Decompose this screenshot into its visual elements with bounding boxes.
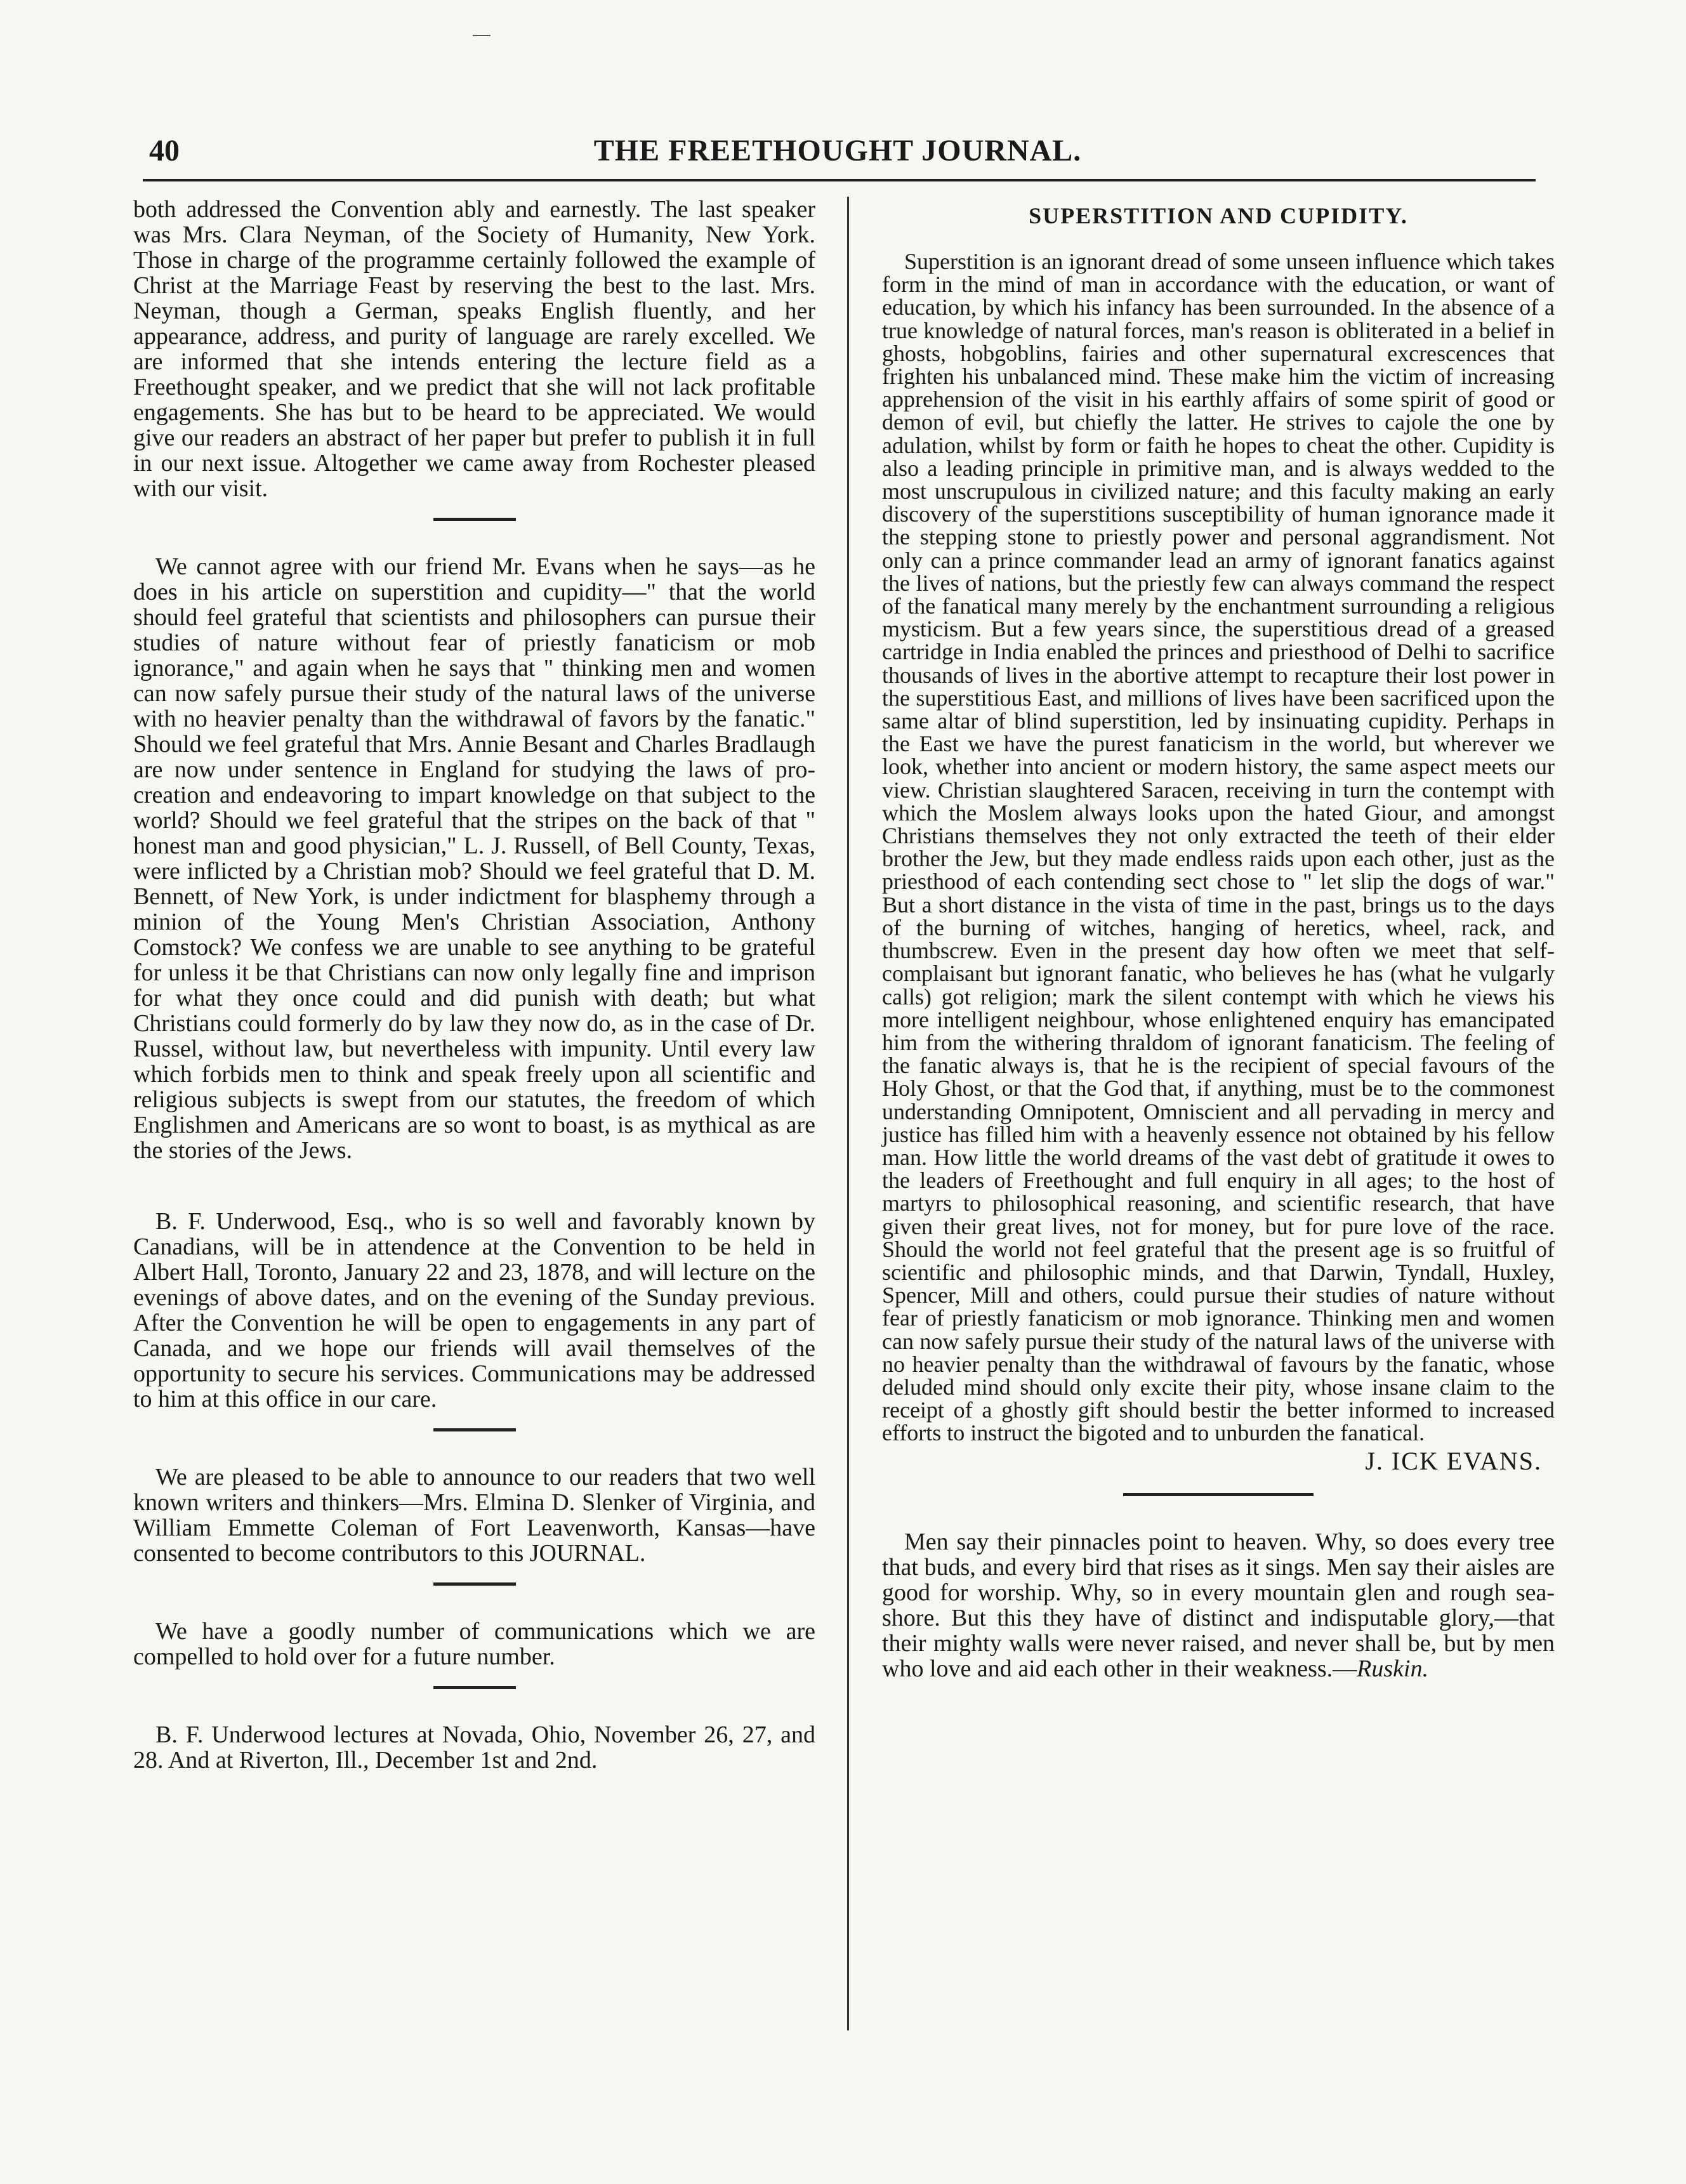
left-column	[133, 197, 815, 1773]
separator-rule	[1123, 1493, 1314, 1496]
quote-text: Men say their pinnacles point to heaven. Why, so does every tree that buds, and every bird that rises as it sings. Men say their aisles are good for worship. Why, so in every mountain glen and rough sea-shore. But this they have of distinct and indisputable glory,—that their mighty walls were never raised, and never shall be, but by men who love and aid each other in their weakness.—	[882, 1528, 1555, 1682]
lecture-dates-paragraph: B. F. Underwood lectures at Novada, Ohio, November 26, 27, and 28. And at Riverton, Ill., December 1st and 2nd.	[133, 1721, 815, 1773]
quote-author: Ruskin.	[1357, 1655, 1429, 1682]
separator-rule	[433, 518, 516, 521]
communications-paragraph: We have a goodly number of communications which we are compelled to hold over for a future number.	[133, 1618, 815, 1670]
right-column	[882, 203, 1555, 1681]
journal-title: THE FREETHOUGHT JOURNAL.	[593, 134, 1082, 168]
page-number: 40	[149, 134, 180, 168]
convention-paragraph: both addressed the Convention ably and earnestly. The last speaker was Mrs. Clara Neyman, of the Society of Humanity, New York. Those in charge of the programme certainly followed the example of Christ at the Marriage Feast by reserving the best to the last. Mrs. Neyman, though a German, speaks English fluently, and her appearance, address, and purity of language are rarely excelled. We are informed that she intends entering the lecture field as a Freethought speaker, and we predict that she will not lack profitable engagements. She has but to be heard to be appreciated. We would give our readers an abstract of her paper but prefer to publish it in full in our next issue. Altogether we came away from Rochester pleased with our visit.	[133, 196, 815, 502]
article-title: SUPERSTITION AND CUPIDITY.	[1029, 203, 1408, 228]
article-byline: J. ICK EVANS.	[1365, 1446, 1542, 1475]
separator-rule	[433, 1582, 516, 1586]
page-header	[149, 133, 1526, 171]
column-divider	[847, 197, 849, 2030]
underwood-announcement-paragraph: B. F. Underwood, Esq., who is so well and favorably known by Canadians, will be in attendence at the Convention to be held in Albert Hall, Toronto, January 22 and 23, 1878, and will lecture on the evenings of above dates, and on the evening of the Sunday previous. After the Convention he will be open to engagements in any part of Canada, and we hope our friends will avail themselves of the opportunity to secure his services. Communications may be addressed to him at this office in our care.	[133, 1208, 815, 1412]
ruskin-quote	[882, 1529, 1555, 1681]
evans-reply-paragraph: We cannot agree with our friend Mr. Evans when he says—as he does in his article on superstition and cupidity—" that the world should feel grateful that scientists and philosophers can pursue their studies of nature without fear of priestly fanaticism or mob ignorance," and again when he says that " thinking men and women can now safely pursue their study of the natural laws of the universe with no heavier penalty than the withdrawal of favors by the fanatic." Should we feel grateful that Mrs. Annie Besant and Charles Bradlaugh are now under sentence in England for studying the laws of pro-creation and endeavoring to impart knowledge on that subject to the world? Should we feel grateful that the stripes on the back of that " honest man and good physician," L. J. Russell, of Bell County, Texas, were inflicted by a Christian mob? Should we feel grateful that D. M. Bennett, of New York, is under indictment for blasphemy through a minion of the Young Men's Christian Association, Anthony Comstock? We confess we are unable to see anything to be grateful for unless it be that Christians can now only legally fine and imprison for what they once could and did punish with death; but what Christians could formerly do by law they now do, as in the case of Dr. Russel, without law, but nevertheless with impunity. Until every law which forbids men to think and speak freely upon all scientific and religious subjects is swept from our statutes, the freedom of which Englishmen and Americans are so wont to boast, is as mythical as are the stories of the Jews.	[133, 553, 815, 1164]
contributors-paragraph: We are pleased to be able to announce to our readers that two well known writers and thinkers—Mrs. Elmina D. Slenker of Virginia, and William Emmette Coleman of Fort Leavenworth, Kansas—have consented to become contributors to this JOURNAL.	[133, 1464, 815, 1567]
separator-rule	[433, 1686, 516, 1689]
page-top-mark	[473, 35, 491, 36]
spacer	[133, 1163, 815, 1209]
header-rule	[143, 179, 1536, 181]
separator-rule	[433, 1428, 516, 1431]
article-body: Superstition is an ignorant dread of some unseen influence which takes form in the mind of man in accordance with the education, or want of education, by which his infancy has been surrounded. In the absence of a true knowledge of natural forces, man's reason is obliterated in a belief in ghosts, hobgoblins, fairies and other supernatural excrescences that frighten his unbalanced mind. These make him the victim of increasing apprehension of the visit in his earthly affairs of some spirit of good or demon of evil, but chiefly the latter. He strives to cajole the one by adulation, whilst by form or faith he hopes to cheat the other. Cupidity is also a leading principle in primitive man, and is always wedded to the most unscrupulous in civilized nature; and this faculty making an early discovery of the superstitions susceptibility of human ignorance made it the stepping stone to priestly power and personal aggrandisment. Not only can a prince commander lead an army of ignorant fanatics against the lives of nations, but the priestly few can always command the respect of the fanatical many merely by the enchantment surrounding a religious mysticism. But a few years since, the superstitious dread of a greased cartridge in India enabled the princes and priesthood of Delhi to sacrifice thousands of lives in the abortive attempt to recapture their lost power in the superstitious East, and millions of lives have been sacrificed upon the same altar of blind superstition, led by insinuating cupidity. Perhaps in the East we have the purest fanaticism in the world, but wherever we look, whether into ancient or modern history, the same aspect meets our view. Christian slaughtered Saracen, receiving in turn the contempt with which the Moslem always looks upon the hated Giour, and amongst Christians themselves they not only extracted the teeth of their elder brother the Jew, but they made endless raids upon each other, just as the priesthood of each contending sect chose to " let slip the dogs of war." But a short distance in the vista of time in the past, brings us to the days of the burning of witches, hanging of heretics, wheel, rack, and thumbscrew. Even in the present day how often we meet that self-complaisant but ignorant fanatic, who believes he has (what he vulgarly calls) got religion; mark the silent contempt with which he views his more intelligent neighbour, whose enlightened enquiry has emancipated him from the withering thraldom of ignorant fanaticism. The feeling of the fanatic always is, that he is the recipient of special favours of the Holy Ghost, or that the God that, if anything, must be to the commonest understanding Omnipotent, Omniscient and all pervading in mercy and justice has filled him with a heavenly essence not obtained by his fellow man. How little the world dreams of the vast debt of gratitude it owes to the leaders of Freethought and full enquiry in all ages; to the host of martyrs to philosophical reasoning, and scientific research, that have given their great lives, not for money, but for pure love of the race. Should the world not feel grateful that the present age is so fruitful of scientific and philosophic minds, and that Darwin, Tyndall, Huxley, Spencer, Mill and others, could pursue their studies of nature without fear of priestly fanaticism or mob ignorance. Thinking men and women can now safely pursue their study of the natural laws of the universe with no heavier penalty than the withdrawal of favours by the fanatic, whose deluded mind should only excite their pity, whose insane claim to the receipt of a ghostly gift should bestir the better informed to increased efforts to instruct the bigoted and to unburden the fanatical.	[882, 249, 1555, 1446]
